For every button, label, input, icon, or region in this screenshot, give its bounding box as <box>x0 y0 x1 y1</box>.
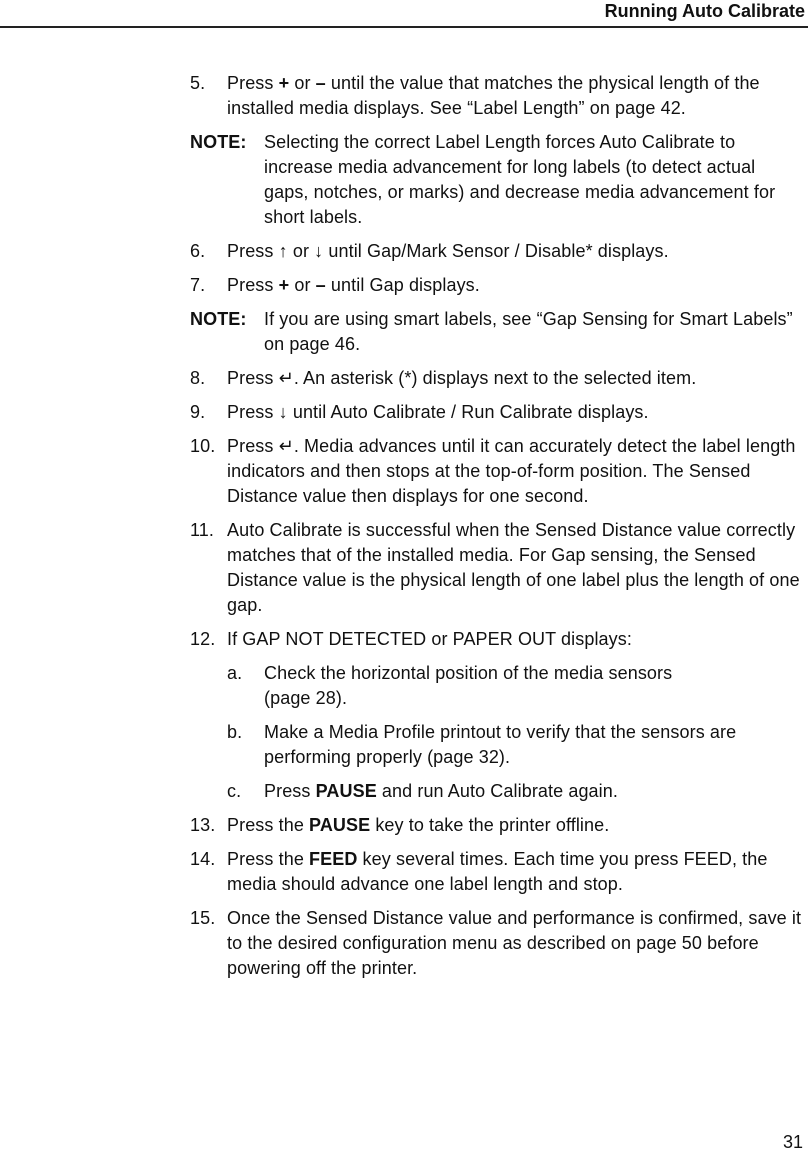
note-label: NOTE: <box>190 309 247 329</box>
down-arrow-icon: ↓ <box>314 241 324 261</box>
step-8: 8. Press ↵. An asterisk (*) displays next to the selected item. <box>190 368 697 388</box>
step-5: 5. Press + or – until the value that matches the physical length of the installed media displays. See “Label Length” on page 42. <box>190 73 760 118</box>
step-7: 7. Press + or – until Gap displays. <box>190 275 480 295</box>
note-label: NOTE: <box>190 132 247 152</box>
step-9: 9. Press ↓ until Auto Calibrate / Run Calibrate displays. <box>190 402 649 422</box>
page-number: 31 <box>782 1132 803 1152</box>
minus-key: – <box>315 73 326 93</box>
header-title: Running Auto Calibrate <box>604 1 805 21</box>
step-10: 10. Press ↵. Media advances until it can accurately detect the label length indicators and then stops at the top-of-form position. The Sensed Distance value then displays for one second. <box>190 436 796 506</box>
instructions <box>190 71 804 990</box>
minus-key: – <box>315 275 326 295</box>
step-12-b: b. Make a Media Profile printout to verify that the sensors are performing properly (page 32). <box>227 722 737 767</box>
step-11: 11. Auto Calibrate is successful when the Sensed Distance value correctly matches that of the installed media. For Gap sensing, the Sensed Distance value is the physical length of one label plus the length of one gap. <box>190 520 800 615</box>
step-6: 6. Press ↑ or ↓ until Gap/Mark Sensor / Disable* displays. <box>190 241 669 261</box>
plus-key: + <box>278 275 290 295</box>
note-smart-labels: NOTE: If you are using smart labels, see “Gap Sensing for Smart Labels” on page 46. <box>190 309 793 354</box>
step-14: 14. Press the FEED key several times. Each time you press FEED, the media should advance one label length and stop. <box>190 849 768 894</box>
enter-icon: ↵ <box>278 436 294 456</box>
feed-key: FEED <box>309 849 358 869</box>
step-12-a: a. Check the horizontal position of the media sensors (page 28). <box>227 663 673 708</box>
step-12-c: c. Press PAUSE and run Auto Calibrate again. <box>227 781 618 801</box>
pause-key: PAUSE <box>309 815 371 835</box>
step-12: 12. If GAP NOT DETECTED or PAPER OUT displays: <box>190 629 632 649</box>
enter-icon: ↵ <box>278 368 294 388</box>
down-arrow-icon: ↓ <box>278 402 288 422</box>
pause-key: PAUSE <box>315 781 377 801</box>
note-label-length: NOTE: Selecting the correct Label Length forces Auto Calibrate to increase media advancement for long labels (to detect actual gaps, notches, or marks) and decrease media advancement for short labels. <box>190 132 776 227</box>
up-arrow-icon: ↑ <box>278 241 288 261</box>
step-13: 13. Press the PAUSE key to take the printer offline. <box>190 815 610 835</box>
plus-key: + <box>278 73 290 93</box>
step-15: 15. Once the Sensed Distance value and performance is confirmed, save it to the desired configuration menu as described on page 50 before powering off the printer. <box>190 908 802 978</box>
page-header <box>0 0 808 28</box>
